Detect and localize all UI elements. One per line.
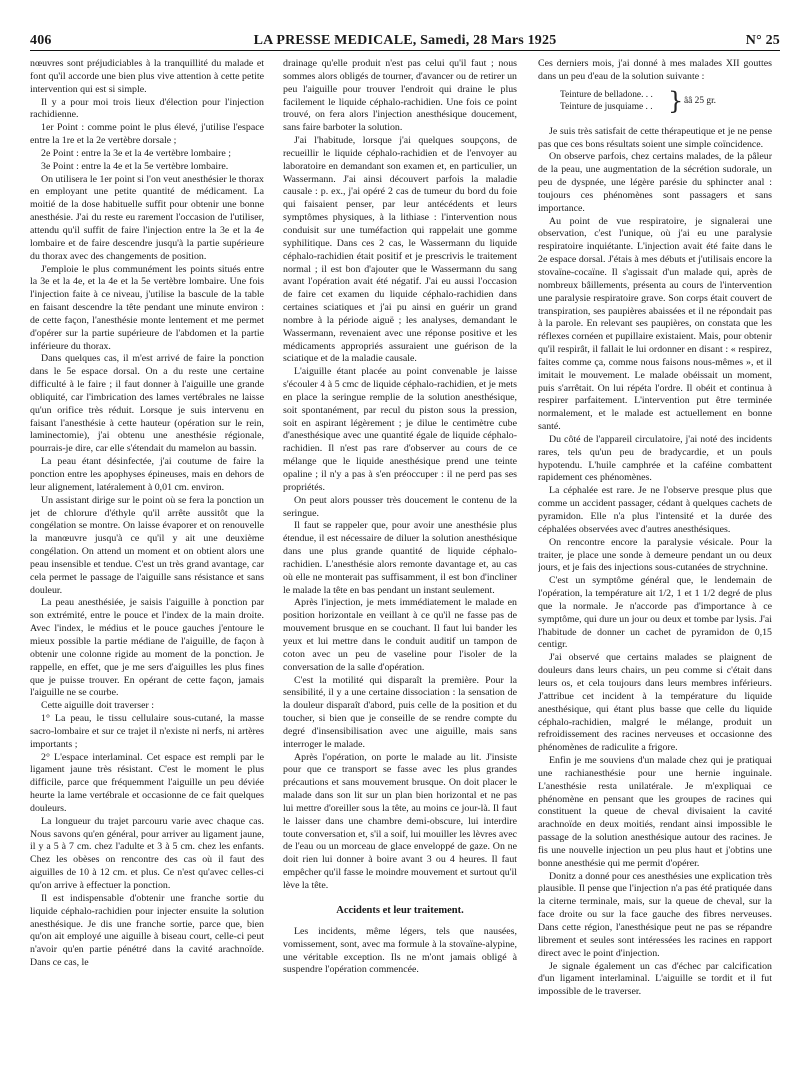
paragraph: 3e Point : entre la 4e et la 5e vertèbre lombaire. (41, 160, 229, 172)
paragraph: Au point de vue respiratoire, je signalerai une observation, c'est l'unique, où j'ai eu une paralysie respiratoire inquiétante. L'injection avait été faite dans le 2e espace dorsal. J'étais à mes débuts et j'utilisais encore la stovaïne-cocaïne. Il s'agissait d'un malade qui, après de nombreux bâillements, présenta au cours de l'intervention une paralysie respiratoire grave. Son corps était couvert de transpiration, ses paupières abaissées et il ne répondait pas à la parole. En relevant ses paupières, on constata que les réflexes cornéen et pupillaire existaient. Mais, pour obtenir qu'il respirât, il fallait le lui ordonner en disant : « respirez, faites comme ça, comme nous faisons nous-mêmes », et il imitait le mouvement. Le malade obéissait un moment, puis s'arrêtait. On lui répéta l'ordre. Il obéit et continua à respirer parfaitement. L'intervention put être terminée normalement, et le malade est actuellement en bonne santé. (538, 215, 772, 433)
prescription-ingredient: Teinture de jusquiame . . (560, 101, 653, 112)
paragraph: On utilisera le 1er point si l'on veut anesthésier le thorax en employant une petite quantité de médicament. La moitié de la dose habituelle suffit pour obtenir une bonne anesthésie. J'ai du reste eu rarement l'occasion de l'utiliser, attendu qu'il suffit de faire l'injection entre la 3e et la 4e lombaire et de faire descendre jusqu'à la partie supérieure du thorax avec des changements de position. (30, 173, 264, 262)
paragraph: C'est la motilité qui disparaît la première. Pour la sensibilité, il y a une certaine dissociation : la sensation de la douleur disparaît d'abord, puis celle de la position et du toucher, si bien que je conseille de se rendre compte du degré d'insensibilisation avec une aiguille, mais sans interroger le malade. (283, 674, 517, 750)
paragraph: Les incidents, même légers, tels que nausées, vomissement, sont, avec ma formule à la stovaïne-alypine, une véritable exception. Ils ne m'ont jamais obligé à suspendre l'opération commencée. (283, 925, 517, 976)
paragraph: Après l'opération, on porte le malade au lit. J'insiste pour que ce transport se fasse avec les plus grandes précautions et sans mouvement brusque. On doit placer le malade dans son lit sur un plan bien horizontal et ne pas lui mettre d'oreiller sous la tête, au moins ce jour-là. Il faut le laisser dans une chambre demi-obscure, lui interdire toute conversation et, s'il a soif, lui mouiller les lèvres avec de l'eau ou un morceau de glace enveloppé de gaze. On ne doit rien lui donner à boire avant 3 ou 4 heures. Il faut empêcher qu'il fasse le moindre mouvement et surtout qu'il lève la tête. (283, 751, 517, 891)
paragraph: Je signale également un cas d'échec par calcification d'un ligament interlaminal. L'aiguille se tordit et il fut impossible de le traverser. (538, 960, 772, 998)
paragraph: Il y a pour moi trois lieux d'élection pour l'injection rachidienne. (30, 96, 264, 121)
paragraph: Je suis très satisfait de cette thérapeutique et je ne pense pas que ces bons résultats soient une simple coïncidence. (538, 125, 772, 150)
paragraph: La peau étant désinfectée, j'ai coutume de faire la ponction entre les apophyses épineuses, mais en dehors de leur alignement, latéralement à 0,01 cm. environ. (30, 456, 264, 493)
section-heading: Accidents et leur traitement. (336, 904, 464, 916)
curly-brace-symbol: } (668, 86, 684, 115)
paragraph: 1er Point : comme point le plus élevé, j'utilise l'espace entre la 1re et la 2e vertèbre dorsale ; (30, 122, 264, 147)
paragraph: On peut alors pousser très doucement le contenu de la seringue. (283, 494, 517, 519)
prescription-ingredient: Teinture de belladone. . . (560, 89, 653, 100)
paragraph: J'ai observé que certains malades se plaignent de douleurs dans leurs chairs, un peu comme si c'était dans leurs os, et cela toujours dans leurs membres inférieurs. J'attribue cet incident à la température du liquide anesthésique, qui étant plus basse que celle du liquide céphalo-rachidien, malgré le mélange, produit un refroidissement des racines nerveuses et occasionne des phénomènes de radiculite a frigore. (538, 652, 772, 754)
paragraph: 2° L'espace interlaminal. Cet espace est rempli par le ligament jaune très résistant. C'est le moment le plus difficile, parce que fréquemment l'aiguille un peu déviée heurte la lame vertébrale et occasionne de ce fait quelques douleurs. (30, 751, 264, 814)
paragraph: Un assistant dirige sur le point où se fera la ponction un jet de chlorure d'éthyle qu'il arrête aussitôt que la congélation se montre. On laisse évaporer et on renouvelle la manœuvre jusqu'à ce qu'il y ait une deuxième congélation. On attend un moment et on obtient alors une peau insensible et tendue. C'est un très grand avantage, car cela permet le passage de l'aiguille sans résistance et sans douleur. (30, 494, 264, 596)
paragraph: C'est un symptôme général que, le lendemain de l'opération, la température ait 1/2, 1 et 1 1/2 degré de plus que la normale. Je n'accorde pas d'importance à ce symptôme, qui dure un jour ou deux et tombe par lysis. J'ai l'habitude de donner un cachet de pyramidon de 0,15 centigr. (538, 575, 772, 651)
paragraph: Il faut se rappeler que, pour avoir une anesthésie plus étendue, il est nécessaire de diluer la solution anesthésique dans une plus grande quantité de liquide céphalo-rachidien. L'anesthésie alors remonte davantage et, au cas où elle ne monterait pas suffisamment, il est bon d'incliner le malade la tête en bas pendant un instant seulement. (283, 520, 517, 596)
prescription-dose: ââ 25 gr. (684, 95, 717, 106)
text-column-middle (283, 58, 517, 1068)
paragraph: Enfin je me souviens d'un malade chez qui je pratiquai une rachianesthésie pour une hernie inguinale. L'anesthésie resta unilatérale. Je m'expliquai ce phénomène en pensant que les groupes de racines qui constituent la queue de cheval divisaient la cavité arachnoïde en deux moitiés, rendant ainsi impossible le passage de la solution anesthésique autour des racines. Je fis une nouvelle injection un peu plus haut et j'obtins une bonne anesthésie qui me permit d'opérer. (538, 755, 772, 869)
paragraph: Dans quelques cas, il m'est arrivé de faire la ponction dans le 5e espace dorsal. On a du reste une certaine difficulté à le faire ; il faut donner à l'aiguille une grande obliquité, car l'imbrication des lames vertébrales ne laisse qu'un orifice très réduit. Lorsque je suis intervenu en faisant l'anesthésie à cette hauteur (opération sur le rein, laminectomie), j'ai obtenu une anesthésie régionale, pourrais-je dire, car elle s'étendait du mamelon au bassin. (30, 353, 264, 455)
paragraph: Il est indispensable d'obtenir une franche sortie du liquide céphalo-rachidien pour injecter ensuite la solution anesthésique. Je dis une franche sortie, parce que, bien qu'on ait employé une aiguille à biseau court, celle-ci peut n'avoir qu'en partie pénétré dans la cavité arachnoïde. Dans ce cas, le (30, 892, 264, 969)
journal-title: LA PRESSE MEDICALE, Samedi, 28 Mars 1925 (253, 33, 557, 48)
text-column-right (538, 58, 772, 1068)
paragraph: J'emploie le plus communément les points situés entre la 3e et la 4e, et la 4e et la 5e vertèbre lombaire. Une fois l'injection faite à ce niveau, j'utilise la bascule de la table en faisant descendre la tête pendant une minute environ : de cette façon, l'anesthésie monte lentement et me permet d'opérer sur la partie supérieure de l'abdomen et la partie inférieure du thorax. (30, 263, 264, 352)
paragraph: J'ai l'habitude, lorsque j'ai quelques soupçons, de recueillir le liquide céphalo-rachidien et de l'envoyer au laboratoire en demandant son examen et, en particulier, un Wassermann. J'ai ainsi découvert parfois la maladie causale : p. ex., j'ai opéré 2 cas de tumeur du bord du foie qui faisaient penser, par leur antécédents et leurs symptômes physiques, à la lithiase : l'intervention nous conduisit sur une tuméfaction qui rappelait une gomme syphilitique. Dans ces 2 cas, le Wassermann du liquide céphalo-rachidien était positif et je prescrivis le traitement normal ; il est bon d'ajouter que le Wassermann du sang avant l'opération avait été négatif. J'ai eu aussi l'occasion de faire cet examen du liquide céphalo-rachidien dans certaines sciatiques et j'ai pu ainsi en guérir un grand nombre à la période aiguë ; les analyses, demandant le Wassermann, revenaient avec une réponse positive et les médicaments appropriés assuraient une guérison de la sciatique et de la maladie causale. (283, 135, 517, 365)
paragraph: nœuvres sont préjudiciables à la tranquillité du malade et font qu'il accorde une bien plus vive attention à cette petite intervention qui est si simple. (30, 58, 264, 95)
issue-number: N° 25 (745, 33, 780, 48)
text-column-left (30, 58, 264, 1068)
paragraph: La peau anesthésiée, je saisis l'aiguille à ponction par son extrémité, entre le pouce et l'index de la main droite. Avec l'index, le médius et le pouce gauches j'entoure le mieux possible la partie médiane de l'aiguille, de façon à obtenir une colonne rigide au moment de la ponction. Je rappelle, en effet, que je me sers d'aiguilles les plus fines que je puisse trouver. En opérant de cette façon, jamais l'aiguille ne se courbe. (30, 597, 264, 699)
paragraph: 2e Point : entre la 3e et la 4e vertèbre lombaire ; (41, 147, 232, 159)
paragraph: Du côté de l'appareil circulatoire, j'ai noté des incidents rares, tels qu'un peu de bradycardie, et un pouls hypotendu. L'huile camphrée et la caféine combattent rapidement ces phénomènes. (538, 433, 772, 484)
paragraph: L'aiguille étant placée au point convenable je laisse s'écouler 4 à 5 cmc de liquide céphalo-rachidien, et je mets en place la seringue remplie de la solution anesthésique, soit spontanément, par recul du piston sous la pression, soit en aspirant légèrement ; je dilue le centimètre cube d'anesthésique avec une quantité égale de liquide céphalo-rachidien. Il n'est pas rare d'observer au cours de ce mélange que le liquide anesthésique prend une teinte opaline ; il n'y a pas à s'en préoccuper : il ne perd pas ses propriétés. (283, 366, 517, 493)
paragraph: Après l'injection, je mets immédiatement le malade en position horizontale en veillant à ce qu'il ne fasse pas de mouvement brusque en se couchant. Il faut lui bander les yeux et lui mettre dans le conduit auditif un tampon de coton avec un peu de vaseline pour l'isoler de la conversation de la salle d'opération. (283, 597, 517, 673)
page-header (30, 30, 780, 51)
paragraph: drainage qu'elle produit n'est pas celui qu'il faut ; nous sommes alors obligés de tourner, d'avancer ou de retirer un peu l'aiguille pour trouver l'endroit qui draine le plus facilement le liquide céphalo-rachidien. Une fois ce point trouvé, on fera alors l'injection anesthésique doucement, sans faire barboter la solution. (283, 58, 517, 134)
paragraph: Cette aiguille doit traverser : (41, 700, 154, 712)
prescription-formula (546, 88, 772, 116)
paragraph: 1° La peau, le tissu cellulaire sous-cutané, la masse sacro-lombaire et sur ce trajet il n'existe ni nerfs, ni artères importants ; (30, 713, 264, 750)
paragraph: Ces derniers mois, j'ai donné à mes malades XII gouttes dans un peu d'eau de la solution suivante : (538, 58, 772, 82)
page-number: 406 (30, 33, 52, 48)
paragraph: La longueur du trajet parcouru varie avec chaque cas. Nous savons qu'en général, pour arriver au ligament jaune, il y a 5 à 7 cm. chez l'adulte et 3 à 5 cm. chez les enfants. Chez les obèses on rencontre des cas où il faut des aiguilles de 10 à 12 cm. et plus. Ce n'est qu'avec celles-ci qu'on arrive à effectuer la ponction. (30, 815, 264, 891)
paragraph: Donitz a donné pour ces anesthésies une explication très plausible. Il pense que l'injection n'a pas été pratiquée dans la citerne terminale, mais, sur la queue de cheval, sur la face droite ou sur la face gauche des fibres nerveuses. Dans cette région, l'anesthésique peut ne pas se répandre librement et seules sont intéressées les racines en rapport direct avec le point d'injection. (538, 870, 772, 959)
paragraph: On observe parfois, chez certains malades, de la pâleur de la peau, une augmentation de la sécrétion sudorale, un peu de dyspnée, une légère parésie du sphincter anal : toujours ces phénomènes sont passagers et sans importance. (538, 151, 772, 214)
paragraph: La céphalée est rare. Je ne l'observe presque plus que comme un accident passager, cédant à quelques cachets de pyramidon. Elle n'a plus l'intensité et la durée des céphalées observées avec d'autres anesthésiques. (538, 485, 772, 535)
paragraph: On rencontre encore la paralysie vésicale. Pour la traiter, je place une sonde à demeure pendant un ou deux jours, et je fais des injections sous-cutanées de strychnine. (538, 536, 772, 574)
